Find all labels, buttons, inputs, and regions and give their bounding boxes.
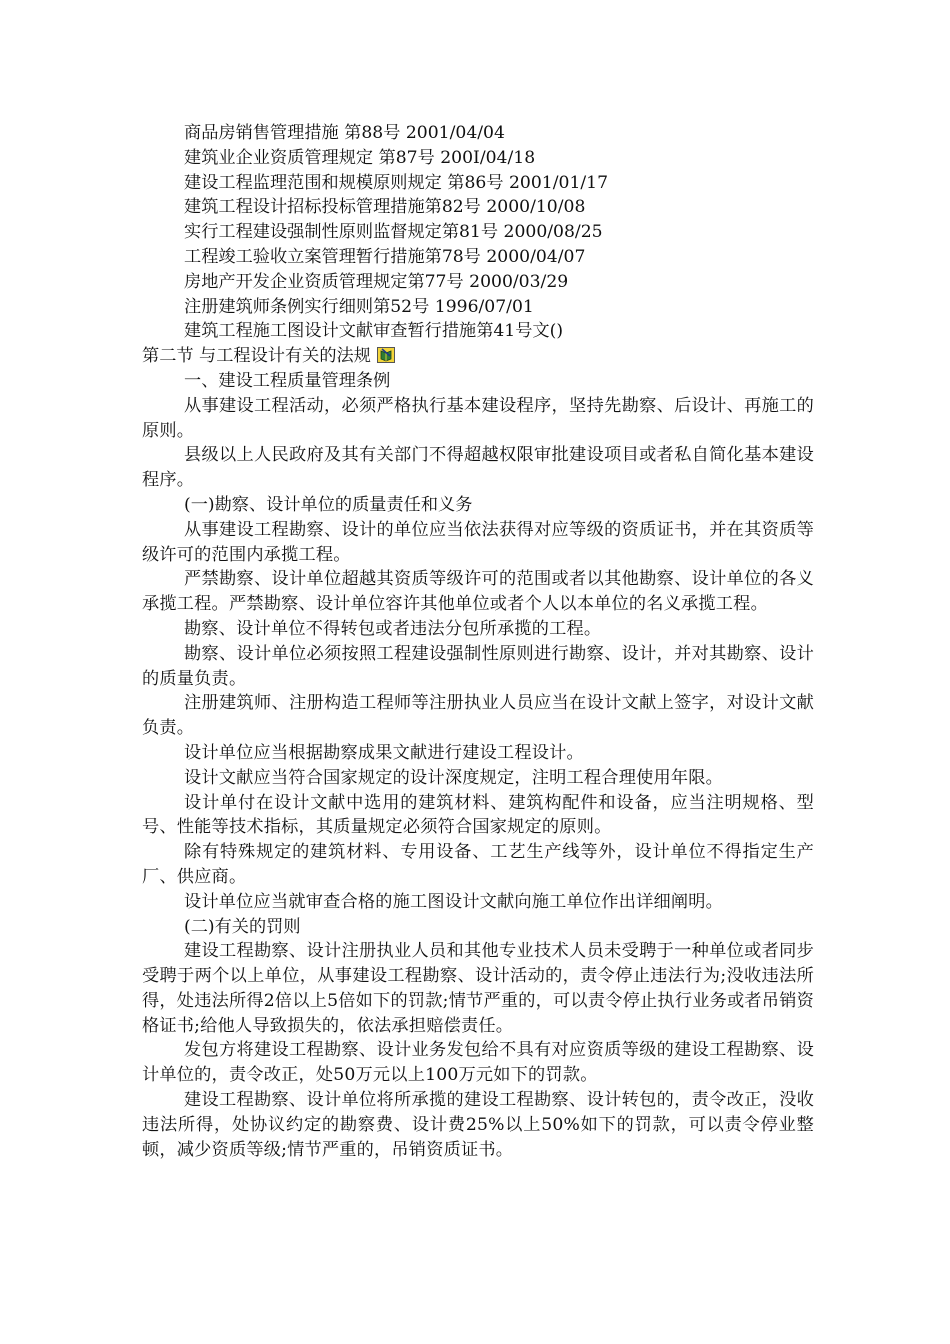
document-page (142, 121, 814, 1162)
paragraph: 设计单付在设计文献中选用的建筑材料、建筑构配件和设备，应当注明规格、型号、性能等技术指标，其质量规定必须符合国家规定的原则。 (142, 792, 814, 838)
regulation-item: 建筑工程施工图设计文献审查暂行措施第41号文() (184, 321, 564, 342)
paragraph: 设计单位应当就审查合格的施工图设计文献向施工单位作出详细阐明。 (184, 891, 724, 912)
paragraph: 县级以上人民政府及其有关部门不得超越权限审批建设项目或者私自简化基本建设程序。 (142, 445, 814, 491)
section-heading (142, 344, 814, 369)
subsection-title: (一)勘察、设计单位的质量责任和义务 (184, 494, 473, 515)
paragraph: 设计单位应当根据勘察成果文献进行建设工程设计。 (184, 742, 584, 763)
paragraph: 设计文献应当符合国家规定的设计深度规定，注明工程合理使用年限。 (184, 767, 724, 788)
paragraph: 除有特殊规定的建筑材料、专用设备、工艺生产线等外，设计单位不得指定生产厂、供应商。 (142, 842, 814, 887)
paragraph: 从事建设工程勘察、设计的单位应当依法获得对应等级的资质证书，并在其资质等级许可的范围内承揽工程。 (142, 519, 814, 565)
regulation-item: 商品房销售管理措施 第88号 2001/04/04 (184, 123, 505, 143)
regulation-list (142, 121, 814, 344)
regulation-item: 实行工程建设强制性原则监督规定第81号 2000/08/25 (184, 222, 603, 243)
paragraph: 注册建筑师、注册构造工程师等注册执业人员应当在设计文献上签字，对设计文献负责。 (142, 693, 814, 739)
subsection-title: (二)有关的罚则 (184, 916, 301, 937)
paragraph: 严禁勘察、设计单位超越其资质等级许可的范围或者以其他勘察、设计单位的各义承揽工程。严禁勘察、设计单位容许其他单位或者个人以本单位的名义承揽工程。 (142, 569, 814, 615)
paragraph: 从事建设工程活动，必须严格执行基本建设程序，坚持先勘察、后设计、再施工的原则。 (142, 395, 814, 441)
regulation-item: 建筑工程设计招标投标管理措施第82号 2000/10/08 (184, 197, 586, 218)
subsection-title: 一、建设工程质量管理条例 (184, 370, 391, 391)
paragraph: 勘察、设计单位不得转包或者违法分包所承揽的工程。 (184, 618, 602, 639)
regulation-item: 建设工程监理范围和规模原则规定 第86号 2001/01/17 (184, 172, 609, 193)
section-title: 第二节 与工程设计有关的法规 (142, 346, 371, 367)
regulation-item: 工程竣工验收立案管理暂行措施第78号 2000/04/07 (184, 246, 586, 267)
regulation-item: 建筑业企业资质管理规定 第87号 200I/04/18 (184, 147, 536, 168)
book-icon[interactable] (377, 347, 395, 363)
paragraph: 勘察、设计单位必须按照工程建设强制性原则进行勘察、设计，并对其勘察、设计的质量负责。 (142, 643, 814, 689)
regulation-item: 注册建筑师条例实行细则第52号 1996/07/01 (184, 296, 534, 317)
paragraph: 发包方将建设工程勘察、设计业务发包给不具有对应资质等级的建设工程勘察、设计单位的，责令改正，处50万元以上100万元如下的罚款。 (142, 1040, 814, 1086)
regulation-item: 房地产开发企业资质管理规定第77号 2000/03/29 (184, 271, 569, 292)
paragraph: 建设工程勘察、设计单位将所承揽的建设工程勘察、设计转包的，责令改正，没收违法所得，处协议约定的勘察费、设计费25%以上50%如下的罚款，可以责令停业整顿，减少资质等级;情节严重的，吊销资质证书。 (142, 1090, 814, 1160)
paragraph: 建设工程勘察、设计注册执业人员和其他专业技术人员未受聘于一种单位或者同步受聘于两个以上单位，从事建设工程勘察、设计活动的，责令停止违法行为;没收违法所得，处违法所得2倍以上5倍如下的罚款;情节严重的，可以责令停止执行业务或者吊销资格证书;给他人导致损失的，依法承担赔偿责任。 (142, 941, 814, 1036)
